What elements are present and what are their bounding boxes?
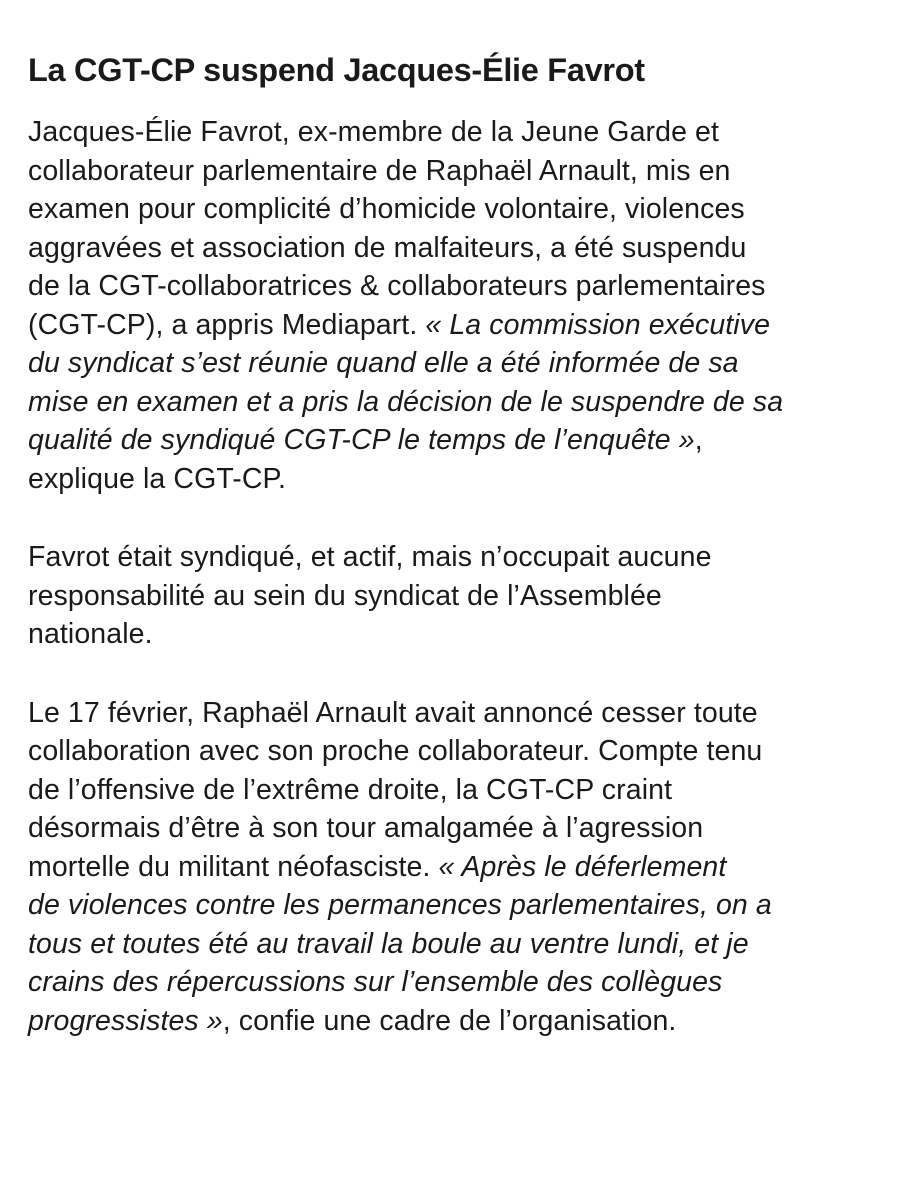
paragraph-line [28, 732, 898, 771]
body-text: explique la CGT-CP. [28, 462, 286, 495]
body-text: responsabilité au sein du syndicat de l’Assemblée [28, 579, 662, 612]
article-paragraph [28, 113, 898, 498]
paragraph-line [28, 113, 898, 152]
paragraph-line [28, 577, 898, 616]
quote-text: mise en examen et a pris la décision de le suspendre de sa [28, 385, 784, 418]
article-paragraph [28, 694, 898, 1041]
paragraph-line [28, 694, 898, 733]
paragraph-line [28, 809, 898, 848]
paragraph-line [28, 886, 898, 925]
article [28, 0, 898, 1040]
body-text: Favrot était syndiqué, et actif, mais n’occupait aucune [28, 541, 712, 573]
body-text: collaborateur parlementaire de Raphaël Arnault, mis en [28, 154, 731, 187]
quote-text: tous et toutes été au travail la boule au ventre lundi, et je [28, 927, 749, 960]
article-title: La CGT-CP suspend Jacques-Élie Favrot [28, 52, 645, 88]
quote-text: du syndicat s’est réunie quand elle a été informée de sa [28, 347, 739, 379]
body-text: collaboration avec son proche collaborateur. Compte tenu [28, 735, 763, 767]
paragraph-line [28, 771, 898, 810]
paragraph-line [28, 1002, 898, 1041]
body-text: nationale. [28, 618, 153, 650]
paragraph-line [28, 460, 898, 499]
quote-text: « Après le déferlement [438, 850, 727, 883]
paragraph-line [28, 229, 898, 268]
body-text: Jacques-Élie Favrot, ex-membre de la Jeune Garde et [28, 116, 720, 148]
paragraph-line [28, 267, 898, 306]
body-text: aggravées et association de malfaiteurs, a été suspendu [28, 231, 747, 264]
body-text: Le 17 février, Raphaël Arnault avait annoncé cesser toute [28, 696, 758, 729]
body-text: examen pour complicité d’homicide volontaire, violences [28, 193, 745, 225]
body-text: (CGT-CP), a appris Mediapart. [28, 308, 426, 341]
paragraph-line [28, 421, 898, 460]
paragraph-line [28, 344, 898, 383]
paragraph-line [28, 152, 898, 191]
paragraph-line [28, 848, 898, 887]
paragraph-line [28, 615, 898, 654]
paragraph-line [28, 190, 898, 229]
paragraph-line [28, 538, 898, 577]
body-text: , confie une cadre de l’organisation. [222, 1004, 677, 1037]
body-text: désormais d’être à son tour amalgamée à l’agression [28, 812, 704, 844]
quote-text: « La commission exécutive [425, 308, 771, 341]
quote-text: crains des répercussions sur l’ensemble des collègues [28, 966, 723, 998]
paragraph-line [28, 306, 898, 345]
quote-text: qualité de syndiqué CGT-CP le temps de l’enquête » [28, 424, 695, 456]
paragraph-line [28, 963, 898, 1002]
paragraph-line [28, 925, 898, 964]
article-paragraph [28, 538, 898, 654]
quote-text: de violences contre les permanences parlementaires, on a [28, 889, 772, 921]
body-text: , [694, 424, 703, 456]
body-text: mortelle du militant néofasciste. [28, 850, 439, 883]
quote-text: progressistes » [28, 1004, 223, 1037]
paragraph-line [28, 383, 898, 422]
body-text: de l’offensive de l’extrême droite, la CGT-CP craint [28, 773, 673, 806]
body-text: de la CGT-collaboratrices & collaborateurs parlementaires [28, 270, 766, 302]
